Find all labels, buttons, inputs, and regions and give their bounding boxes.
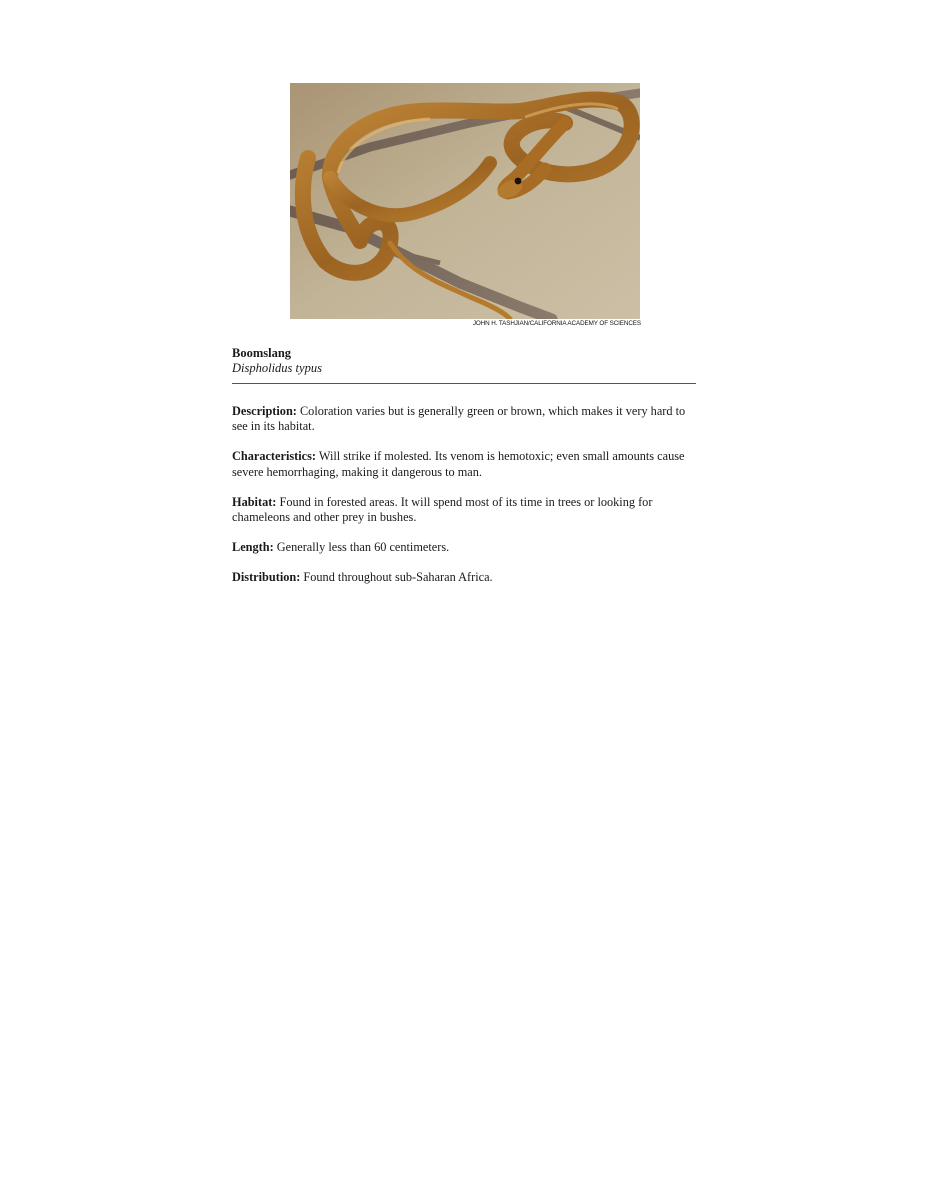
- distribution-section: [232, 570, 698, 585]
- characteristics-section: [232, 449, 698, 479]
- section-text: Coloration varies but is generally green or brown, which makes it very hard to see in its habitat.: [232, 404, 686, 434]
- habitat-section: [232, 495, 698, 525]
- section-label: Description:: [232, 404, 297, 418]
- description-section: [232, 404, 698, 434]
- heading-divider: [232, 383, 696, 384]
- boomslang-photo-image: [290, 83, 640, 319]
- scientific-name: Dispholidus typus: [232, 361, 322, 375]
- snake-photo: [290, 83, 640, 319]
- section-text: Found in forested areas. It will spend most of its time in trees or looking for chameleons and other prey in bushes.: [232, 494, 653, 525]
- photo-credit: JOHN H. TASHJIAN/CALIFORNIA ACADEMY OF SCIENCES: [472, 320, 641, 327]
- length-section: [232, 540, 698, 555]
- species-details: [232, 404, 698, 601]
- section-text: Generally less than 60 centimeters.: [276, 540, 450, 555]
- section-label: Length:: [232, 540, 274, 555]
- section-label: Characteristics:: [232, 449, 316, 464]
- section-label: Distribution:: [232, 570, 301, 585]
- section-text: Will strike if molested. Its venom is hemotoxic; even small amounts cause severe hemorrhaging, making it dangerous to man.: [232, 449, 685, 479]
- section-text: Found throughout sub-Saharan Africa.: [303, 570, 493, 585]
- species-heading: [232, 346, 697, 376]
- common-name: Boomslang: [232, 346, 292, 360]
- section-label: Habitat:: [232, 494, 277, 509]
